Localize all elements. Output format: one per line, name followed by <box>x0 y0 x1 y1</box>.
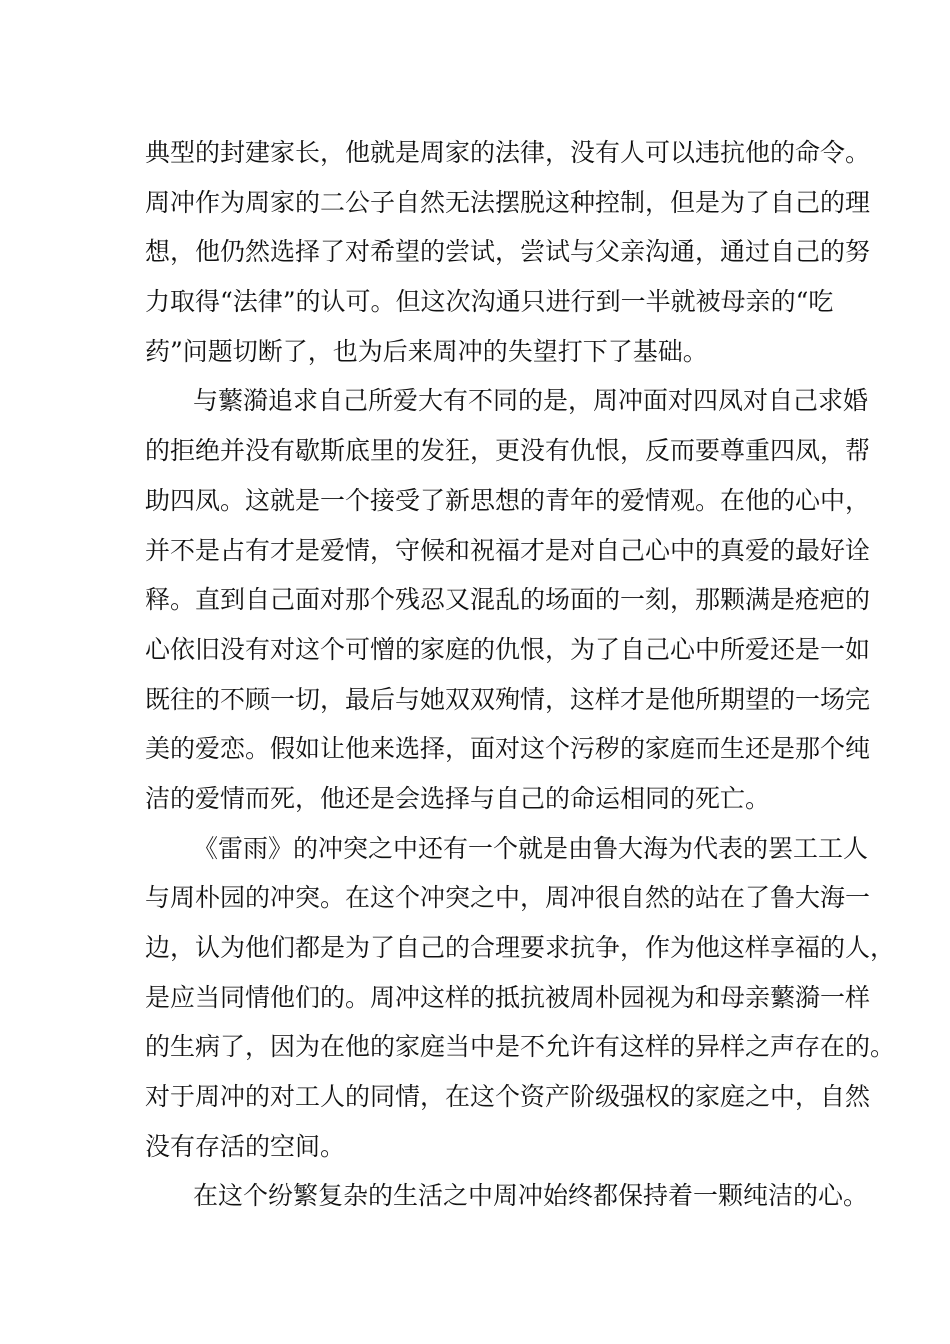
text-line: 力取得“法律”的认可。但这次沟通只进行到一半就被母亲的“吃 <box>145 287 834 317</box>
text-line: 对于周冲的对工人的同情，在这个资产阶级强权的家庭之中，自然 <box>145 1082 871 1112</box>
paragraph-3 <box>145 824 896 1172</box>
text-line: 与蘩漪追求自己所爱大有不同的是，周冲面对四凤对自己求婚 <box>193 386 869 416</box>
text-line: 既往的不顾一切，最后与她双双殉情，这样才是他所期望的一场完 <box>145 684 871 714</box>
document-body <box>145 128 896 1221</box>
text-line: 美的爱恋。假如让他来选择，面对这个污秽的家庭而生还是那个纯 <box>145 734 871 764</box>
text-line: 典型的封建家长，他就是周家的法律，没有人可以违抗他的命令。 <box>145 138 871 167</box>
text-line: 药”问题切断了，也为后来周冲的失望打下了基础。 <box>145 336 708 366</box>
text-line: 助四凤。这就是一个接受了新思想的青年的爱情观。在他的心中， <box>145 485 871 515</box>
text-line: 《雷雨》的冲突之中还有一个就是由鲁大海为代表的罢工工人 <box>193 833 869 863</box>
text-line: 是应当同情他们的。周冲这样的抵抗被周朴园视为和母亲蘩漪一样 <box>145 982 871 1012</box>
paragraph-4 <box>145 1171 869 1221</box>
text-line: 边，认为他们都是为了自己的合理要求抗争，作为他这样享福的人， <box>145 933 896 962</box>
text-line: 洁的爱情而死，他还是会选择与自己的命运相同的死亡。 <box>145 783 771 813</box>
text-line: 周冲作为周家的二公子自然无法摆脱这种控制，但是为了自己的理 <box>145 187 871 217</box>
text-line: 想，他仍然选择了对希望的尝试，尝试与父亲沟通，通过自己的努 <box>145 237 871 267</box>
text-line: 与周朴园的冲突。在这个冲突之中，周冲很自然的站在了鲁大海一 <box>145 883 871 913</box>
text-line: 的拒绝并没有歇斯底里的发狂，更没有仇恨，反而要尊重四凤，帮 <box>145 436 871 466</box>
paragraph-2 <box>145 376 871 823</box>
text-line: 心依旧没有对这个可憎的家庭的仇恨，为了自己心中所爱还是一如 <box>145 634 871 664</box>
text-line: 释。直到自己面对那个残忍又混乱的场面的一刻，那颗满是疮疤的 <box>145 585 871 615</box>
text-line: 并不是占有才是爱情，守候和祝福才是对自己心中的真爱的最好诠 <box>145 535 871 565</box>
paragraph-1 <box>145 128 871 376</box>
text-line: 在这个纷繁复杂的生活之中周冲始终都保持着一颗纯洁的心。 <box>193 1181 869 1211</box>
text-line: 没有存活的空间。 <box>145 1131 346 1161</box>
text-line: 的生病了，因为在他的家庭当中是不允许有这样的异样之声存在的。 <box>145 1032 896 1062</box>
